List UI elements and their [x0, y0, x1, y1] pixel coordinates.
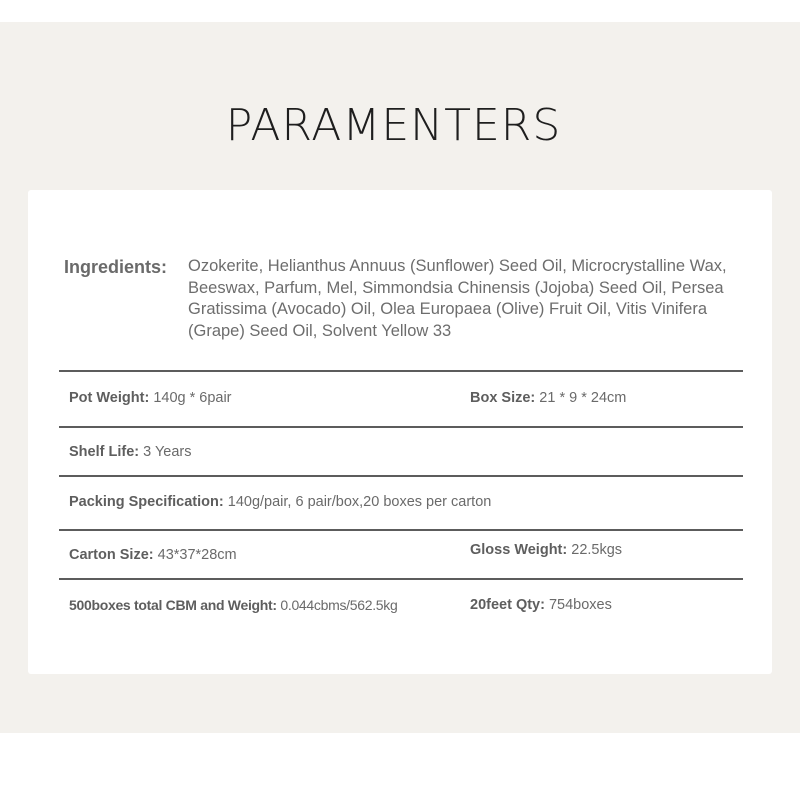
- ingredients-text: Ozokerite, Helianthus Annuus (Sunflower) Seed Oil, Microcrystalline Wax, Beeswax, Parfum, Mel, Simmondsia Chinensis (Jojoba) Seed Oil, Persea Gratissima (Avocado) Oil, Olea Europaea (Olive) Fruit Oil, Vitis Vinifera (Grape) Seed Oil, Solvent Yellow 33: [188, 257, 727, 340]
- spec-label: Carton Size:: [69, 547, 154, 563]
- spec-value: 22.5kgs: [571, 542, 623, 558]
- spec-value: 43*37*28cm: [157, 547, 237, 563]
- divider: [59, 529, 743, 531]
- spec-label: Pot Weight:: [69, 390, 150, 406]
- divider: [59, 475, 743, 477]
- parameters-card: [28, 190, 772, 674]
- spec-cbm-weight: [69, 597, 397, 613]
- spec-label: Gloss Weight:: [470, 542, 568, 558]
- spec-carton-size: [69, 547, 237, 563]
- page-title: PARAMENTERS: [225, 100, 562, 151]
- ingredients-label: Ingredients:: [64, 257, 168, 277]
- spec-label: 20feet Qty:: [470, 597, 545, 613]
- spec-value: 140g * 6pair: [153, 390, 232, 406]
- spec-shelf-life: [69, 444, 192, 460]
- spec-label: Box Size:: [470, 390, 536, 406]
- spec-value: 0.044cbms/562.5kg: [280, 597, 398, 613]
- divider: [59, 578, 743, 580]
- spec-value: 3 Years: [143, 444, 192, 460]
- divider: [59, 370, 743, 372]
- spec-value: 21 * 9 * 24cm: [539, 390, 627, 406]
- divider: [59, 426, 743, 428]
- spec-label: 500boxes total CBM and Weight:: [69, 597, 277, 613]
- spec-gloss-weight: [470, 542, 622, 558]
- spec-label: Packing Specification:: [69, 494, 224, 510]
- spec-box-size: [470, 390, 626, 406]
- spec-value: 754boxes: [548, 597, 612, 613]
- spec-packing: [69, 494, 491, 510]
- spec-20feet-qty: [470, 597, 612, 613]
- spec-label: Shelf Life:: [69, 444, 140, 460]
- spec-pot-weight: [69, 390, 232, 406]
- spec-value: 140g/pair, 6 pair/box,20 boxes per carton: [227, 494, 492, 510]
